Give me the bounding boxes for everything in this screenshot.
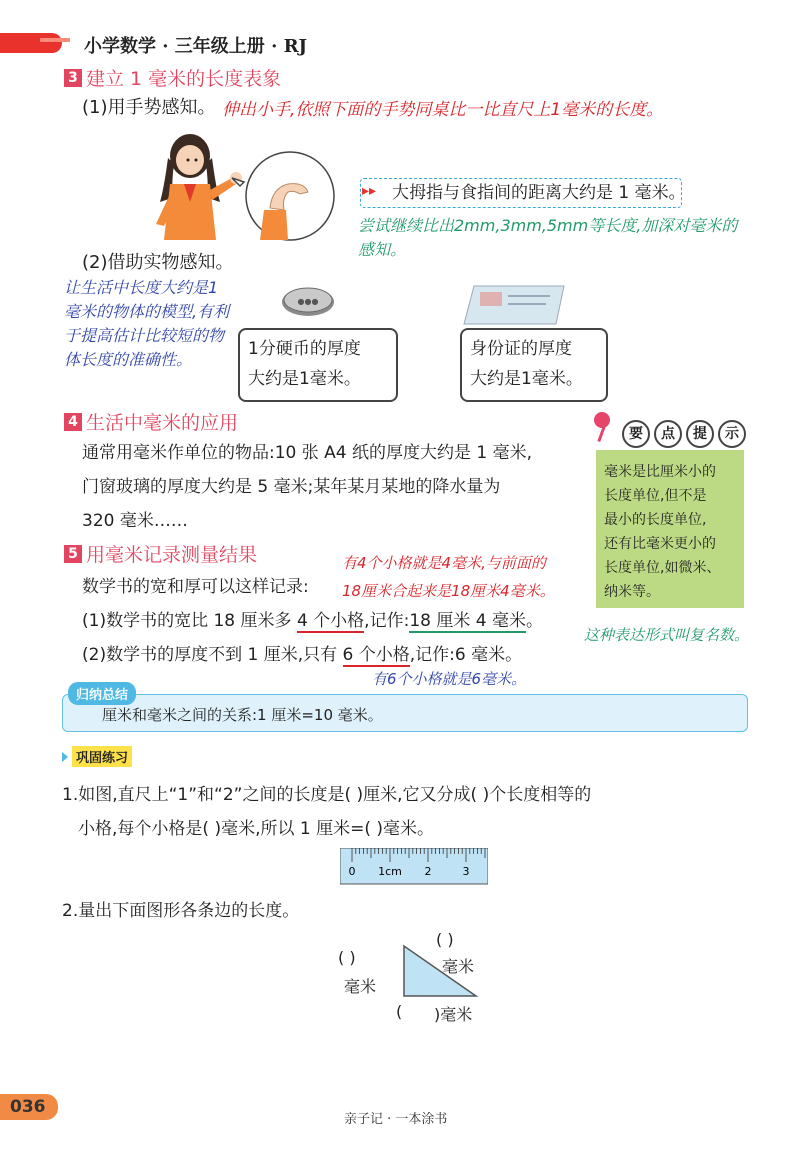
section3-step2: (2)借助实物感知。 xyxy=(82,252,234,273)
section4-line3: 320 毫米…… xyxy=(82,511,188,531)
section4-line1: 通常用毫米作单位的物品:10 张 A4 纸的厚度大约是 1 毫米, xyxy=(82,443,533,463)
section3-step1: (1)用手势感知。 xyxy=(82,97,216,118)
footer-text: 亲子记 · 一本涂书 xyxy=(344,1112,448,1127)
tips-line: 长度单位,如微米、 xyxy=(604,560,721,576)
tips-char-4: 示 xyxy=(718,420,746,448)
ruler-label-0: 0 xyxy=(348,865,356,878)
section5-title xyxy=(64,540,257,567)
svg-text:●●●: ●●● xyxy=(297,297,319,306)
coin-caption-box xyxy=(238,328,398,402)
coin-caption-line1: 1分硬币的厚度 xyxy=(248,339,361,359)
question-2: 2.量出下面图形各条边的长度。 xyxy=(62,901,300,921)
record2-small-squares: 6 个小格 xyxy=(342,645,410,665)
id-caption-box xyxy=(460,328,608,402)
bottom-side-unit: )毫米 xyxy=(434,1005,473,1024)
callout-text: 大拇指与食指间的距离大约是 1 毫米。 xyxy=(392,183,686,203)
hypotenuse-unit: 毫米 xyxy=(442,957,475,976)
tips-char-2: 点 xyxy=(654,420,682,448)
id-caption-line2: 大约是1毫米。 xyxy=(470,369,583,389)
section4-line2: 门窗玻璃的厚度大约是 5 毫米;某年某月某地的降水量为 xyxy=(82,477,501,497)
ruler xyxy=(340,848,488,886)
callout-arrow-icon: ▸▸ xyxy=(362,183,377,199)
summary-text: 厘米和毫米之间的关系:1 厘米=10 毫米。 xyxy=(102,706,383,724)
hypotenuse-answer[interactable]: ( ) xyxy=(436,930,454,949)
left-side-unit: 毫米 xyxy=(344,977,377,996)
tips-line: 长度单位,但不是 xyxy=(604,488,707,504)
record2-part-c: ,记作:6 毫米。 xyxy=(409,645,523,665)
section5-record-1 xyxy=(82,608,543,634)
practice-bullet-icon xyxy=(62,752,68,762)
tips-text xyxy=(604,460,740,604)
coin-image xyxy=(278,282,338,322)
coin-caption-line2: 大约是1毫米。 xyxy=(248,369,361,389)
question-1-line-1: 1.如图,直尺上“1”和“2”之间的长度是( )厘米,它又分成( )个长度相等的 xyxy=(62,785,592,805)
section5-num: 5 xyxy=(64,545,82,563)
id-card-image xyxy=(460,282,570,328)
tips-line: 毫米是比厘米小的 xyxy=(604,464,716,480)
tips-line: 还有比毫米更小的 xyxy=(604,536,716,552)
record1-result: 18 厘米 4 毫米 xyxy=(409,611,526,631)
section4-title xyxy=(64,408,238,435)
tips-char-1: 要 xyxy=(622,420,650,448)
record1-part-e: 。 xyxy=(525,611,543,631)
summary-label: 归纳总结 xyxy=(68,682,136,705)
record1-small-squares: 4 个小格 xyxy=(296,611,365,631)
hand-gesture-zoom xyxy=(230,148,340,244)
record1-part-a: (1)数学书的宽比 18 厘米多 xyxy=(82,611,297,631)
tips-char-3: 提 xyxy=(686,420,714,448)
section5-red-note-1: 有4个小格就是4毫米,与前面的 xyxy=(342,554,546,572)
ruler-label-1cm: 1cm xyxy=(378,865,402,878)
section4-title-text: 生活中毫米的应用 xyxy=(86,412,239,434)
page-number: 036 xyxy=(0,1094,58,1120)
section5-red-note-2: 18厘米合起来是18厘米4毫米。 xyxy=(342,582,555,600)
section3-title-text: 建立 1 毫米的长度表象 xyxy=(86,68,282,90)
tips-line: 最小的长度单位, xyxy=(604,512,707,528)
record2-part-a: (2)数学书的厚度不到 1 厘米,只有 xyxy=(82,645,343,665)
pushpin-needle-icon xyxy=(597,426,605,442)
section3-blue-note: 让生活中长度大约是1毫米的物体的模型,有利于提高估计比较短的物体长度的准确性。 xyxy=(64,278,230,369)
record1-part-c: ,记作: xyxy=(364,611,410,631)
tips-line: 纳米等。 xyxy=(604,584,660,600)
practice-label-text: 巩固练习 xyxy=(72,746,132,767)
id-caption-line1: 身份证的厚度 xyxy=(470,339,572,359)
section4-num: 4 xyxy=(64,413,82,431)
section5-green-note: 这种表达形式叫复名数。 xyxy=(584,626,750,644)
ruler-label-3: 3 xyxy=(462,865,470,878)
left-side-answer[interactable]: ( ) xyxy=(338,948,356,967)
practice-label xyxy=(62,746,132,767)
ruler-label-2: 2 xyxy=(424,865,432,878)
header-accent-stripe xyxy=(40,38,70,42)
section5-title-text: 用毫米记录测量结果 xyxy=(86,544,258,566)
section5-blue-note: 有6个小格就是6毫米。 xyxy=(372,670,527,688)
tips-title xyxy=(622,420,746,448)
section3-num: 3 xyxy=(64,69,82,87)
header-title: 小学数学 · 三年级上册 · RJ xyxy=(84,36,308,57)
header-accent-bar xyxy=(0,33,62,53)
section5-intro: 数学书的宽和厚可以这样记录: xyxy=(82,577,309,597)
section5-record-2 xyxy=(82,642,522,668)
section3-step1-note: 伸出小手,依照下面的手势同桌比一比直尺上1毫米的长度。 xyxy=(222,100,664,120)
section3-title xyxy=(64,64,281,91)
question-1-line-2: 小格,每个小格是( )毫米,所以 1 厘米=( )毫米。 xyxy=(78,819,435,839)
bottom-side-answer-open[interactable]: ( xyxy=(396,1002,403,1021)
section3-green-note: 尝试继续比出2mm,3mm,5mm等长度,加深对毫米的感知。 xyxy=(358,216,738,259)
